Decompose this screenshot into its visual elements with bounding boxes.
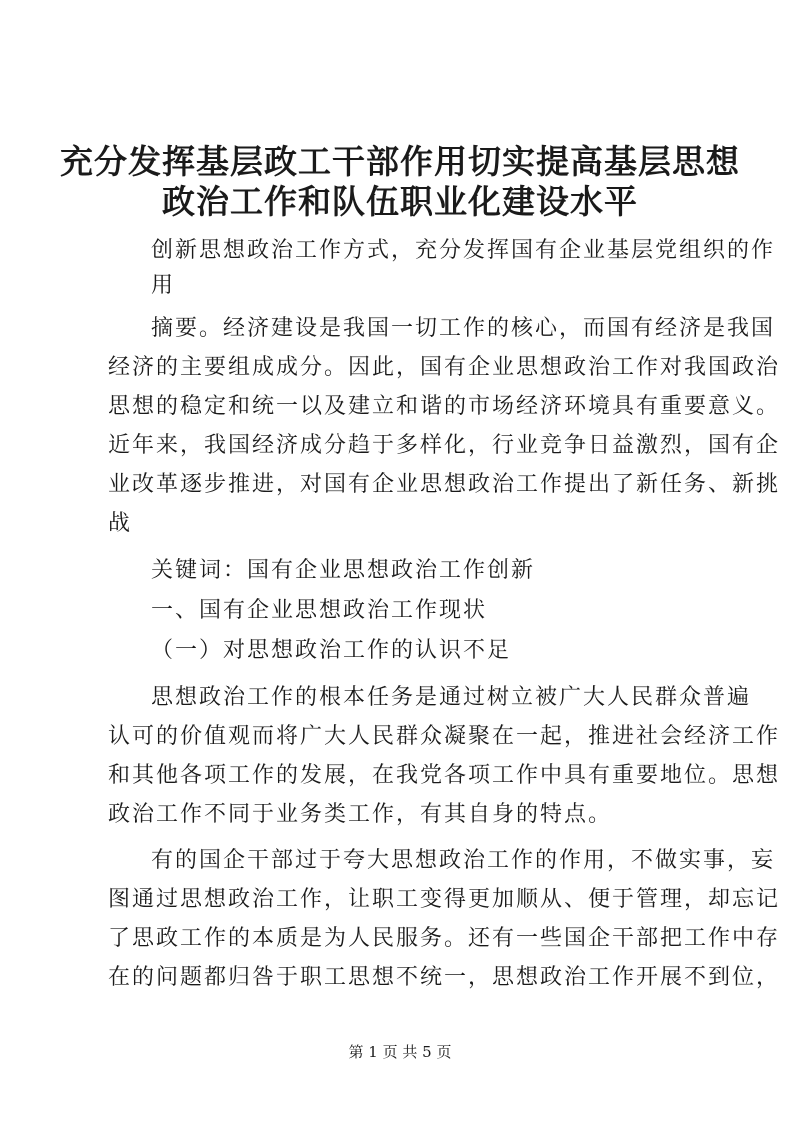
keywords-line: 关键词：国有企业思想政治工作创新 <box>151 558 536 583</box>
subtitle-line-2: 用 <box>151 273 176 298</box>
paragraph-1-line-1: 思想政治工作的根本任务是通过树立被广大人民群众普遍 <box>151 685 752 710</box>
document-title-line-2: 政治工作和队伍职业化建设水平 <box>162 182 638 221</box>
abstract-line-2: 经济的主要组成成分。因此，国有企业思想政治工作对我国政治 <box>108 355 781 380</box>
subsection-heading-1: （一）对思想政治工作的认识不足 <box>151 638 512 663</box>
paragraph-2-line-3: 了思政工作的本质是为人民服务。还有一些国企干部把工作中存 <box>108 926 781 951</box>
paragraph-1-line-2: 认可的价值观而将广大人民群众凝聚在一起，推进社会经济工作 <box>108 724 781 749</box>
paragraph-2-line-2: 图通过思想政治工作，让职工变得更加顺从、便于管理，却忘记 <box>108 887 781 912</box>
document-title-line-1: 充分发挥基层政工干部作用切实提高基层思想 <box>60 142 740 181</box>
paragraph-1-line-3: 和其他各项工作的发展，在我党各项工作中具有重要地位。思想 <box>108 763 781 788</box>
abstract-line-1: 摘要。经济建设是我国一切工作的核心，而国有经济是我国 <box>151 316 776 341</box>
paragraph-2-line-4: 在的问题都归咎于职工思想不统一，思想政治工作开展不到位， <box>108 965 781 990</box>
section-heading-1: 一、国有企业思想政治工作现状 <box>151 598 488 623</box>
abstract-line-5: 业改革逐步推进，对国有企业思想政治工作提出了新任务、新挑 <box>108 472 781 497</box>
abstract-line-4: 近年来，我国经济成分趋于多样化，行业竞争日益激烈，国有企 <box>108 433 781 458</box>
abstract-line-3: 思想的稳定和统一以及建立和谐的市场经济环境具有重要意义。 <box>108 394 781 419</box>
subtitle-line-1: 创新思想政治工作方式，充分发挥国有企业基层党组织的作 <box>151 238 776 263</box>
paragraph-1-line-4: 政治工作不同于业务类工作，有其自身的特点。 <box>108 802 613 827</box>
page-number-footer: 第 1 页 共 5 页 <box>348 1043 452 1061</box>
abstract-line-6: 战 <box>108 511 133 536</box>
paragraph-2-line-1: 有的国企干部过于夸大思想政治工作的作用，不做实事，妄 <box>151 848 776 873</box>
